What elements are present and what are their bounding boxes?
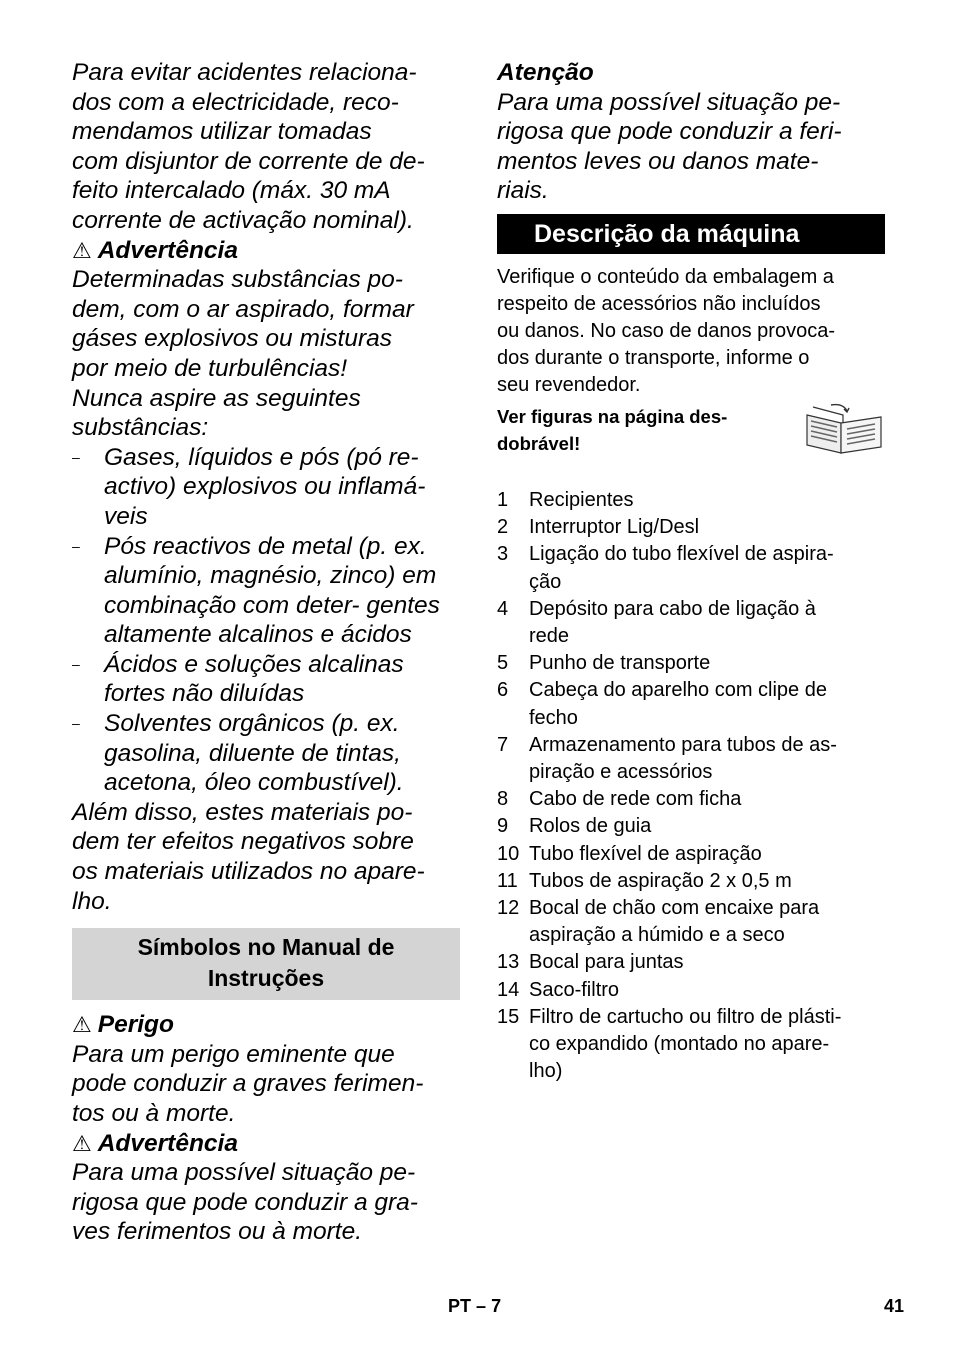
part-number: 2 <box>497 516 509 539</box>
list-item <box>72 443 460 532</box>
list-item <box>497 677 885 731</box>
footer-separator: – <box>476 1296 487 1316</box>
part-number: 14 <box>497 978 520 1001</box>
warning-line: ves ferimentos ou à morte. <box>72 1218 363 1246</box>
dash-marker: – <box>72 655 80 672</box>
list-item <box>497 786 885 813</box>
intro-line: seu revendedor. <box>497 373 641 396</box>
see-figures-line: Ver figuras na página des- <box>497 405 728 427</box>
list-item-text: Pós reactivos de metal (p. ex. alumínio, magnésio, zinco) em combinação com deter- gentes altamente alcalinos e ácidos <box>104 532 440 649</box>
additional-note <box>72 798 460 916</box>
list-item <box>497 841 885 868</box>
part-text: Tubo flexível de aspiração <box>529 842 762 865</box>
warning-triangle-icon: ⚠ <box>72 1012 92 1038</box>
part-text: Cabo de rede com ficha <box>529 788 742 811</box>
part-text: Ligação do tubo flexível de aspira- <box>529 543 834 566</box>
intro-line: mendamos utilizar tomadas <box>72 118 372 146</box>
part-text: lho) <box>529 1060 563 1083</box>
list-item <box>497 895 885 949</box>
list-item <box>497 514 885 541</box>
list-item <box>72 650 460 709</box>
footer-lang: PT <box>448 1296 472 1316</box>
intro-line: feito intercalado (máx. 30 mA <box>72 177 391 205</box>
danger-text <box>72 1040 460 1129</box>
list-item-text: Ácidos e soluções alcalinas fortes não diluídas <box>104 650 404 708</box>
footer-section-label <box>448 1296 501 1317</box>
note-line: dem ter efeitos negativos sobre <box>72 828 414 856</box>
part-text: Armazenamento para tubos de as- <box>529 733 837 756</box>
warning-heading <box>72 1129 460 1159</box>
intro-line: respeito de acessórios não incluídos <box>497 292 821 315</box>
foldout-book-icon <box>803 403 885 455</box>
part-number: 6 <box>497 679 509 702</box>
danger-line: Para um perigo eminente que <box>72 1040 395 1068</box>
list-item <box>497 541 885 595</box>
danger-heading <box>72 1010 460 1040</box>
list-item <box>497 732 885 786</box>
list-item <box>497 650 885 677</box>
list-item <box>497 487 885 514</box>
list-item <box>497 977 885 1004</box>
intro-line: dos com a electricidade, reco- <box>72 88 399 116</box>
symbols-section-heading <box>72 928 460 1000</box>
danger-title: Perigo <box>97 1011 174 1039</box>
attention-line: Para uma possível situação pe- <box>497 88 841 116</box>
intro-line: Para evitar acidentes relaciona- <box>72 59 417 86</box>
heading-line: Símbolos no Manual de <box>137 934 395 961</box>
warning-triangle-icon: ⚠ <box>72 237 92 263</box>
electric-safety-intro <box>72 58 460 236</box>
list-item-text: Solventes orgânicos (p. ex. gasolina, diluente de tintas, acetona, óleo combustível). <box>104 710 404 797</box>
warning-line: dem, com o ar aspirado, formar <box>72 295 414 323</box>
danger-line: pode conduzir a graves ferimen- <box>72 1070 424 1098</box>
intro-line: ou danos. No caso de danos provoca- <box>497 319 835 342</box>
intro-line: corrente de activação nominal). <box>72 206 414 234</box>
part-number: 3 <box>497 543 509 566</box>
left-column <box>72 58 460 1247</box>
warning-line: gáses explosivos ou misturas <box>72 325 393 353</box>
page-number: 41 <box>884 1296 905 1316</box>
part-number: 12 <box>497 897 520 920</box>
see-figures-line: dobrável! <box>497 432 581 454</box>
warning-line: Determinadas substâncias po- <box>72 266 403 294</box>
list-item <box>497 868 885 895</box>
danger-line: tos ou à morte. <box>72 1100 236 1127</box>
warning-triangle-icon: ⚠ <box>72 1130 92 1156</box>
list-item <box>497 949 885 976</box>
intro-line: Verifique o conteúdo da embalagem a <box>497 265 834 288</box>
part-text: fecho <box>529 706 578 729</box>
warning-line: substâncias: <box>72 414 209 442</box>
see-figures-note <box>497 403 885 459</box>
warning-title: Advertência <box>97 236 238 264</box>
attention-line: mentos leves ou danos mate- <box>497 147 819 175</box>
machine-description-heading: Descrição da máquina <box>497 214 885 254</box>
part-text: Bocal de chão com encaixe para <box>529 897 820 920</box>
part-text: co expandido (montado no apare- <box>529 1033 830 1056</box>
part-number: 15 <box>497 1005 520 1028</box>
part-number: 1 <box>497 488 509 511</box>
attention-line: riais. <box>497 177 549 205</box>
part-text: ção <box>529 570 562 593</box>
list-item <box>497 1004 885 1086</box>
attention-title: Atenção <box>497 59 594 86</box>
part-text: aspiração a húmido e a seco <box>529 924 785 947</box>
part-text: Saco-filtro <box>529 978 620 1001</box>
part-number: 8 <box>497 788 509 811</box>
warning-heading <box>72 236 460 266</box>
parts-list <box>497 487 885 1085</box>
intro-line: dos durante o transporte, informe o <box>497 346 810 369</box>
part-text: rede <box>529 624 570 647</box>
warning-line: Nunca aspire as seguintes <box>72 384 361 412</box>
dash-marker: – <box>72 448 80 465</box>
part-text: Filtro de cartucho ou filtro de plásti- <box>529 1005 842 1028</box>
part-number: 9 <box>497 815 509 838</box>
warning-line: rigosa que pode conduzir a gra- <box>72 1188 418 1216</box>
attention-text <box>497 88 885 206</box>
dash-marker: – <box>72 537 80 554</box>
right-column <box>497 58 885 1085</box>
part-text: Punho de transporte <box>529 652 711 675</box>
dash-marker: – <box>72 715 80 732</box>
part-number: 13 <box>497 951 520 974</box>
list-item <box>72 532 460 650</box>
warning-text <box>72 265 460 443</box>
part-text: Rolos de guia <box>529 815 652 838</box>
intro-line: com disjuntor de corrente de de- <box>72 147 425 175</box>
part-text: Recipientes <box>529 488 634 511</box>
warning-line: Para uma possível situação pe- <box>72 1159 416 1187</box>
part-number: 4 <box>497 597 509 620</box>
note-line: os materiais utilizados no apare- <box>72 858 425 886</box>
part-text: Interruptor Lig/Desl <box>529 516 700 539</box>
list-item-text: Gases, líquidos e pós (pó re- activo) explosivos ou inflamá- veis <box>104 443 426 530</box>
part-number: 5 <box>497 652 509 675</box>
part-text: Cabeça do aparelho com clipe de <box>529 679 827 702</box>
note-line: Além disso, estes materiais po- <box>72 798 413 826</box>
list-item <box>72 709 460 798</box>
list-item <box>497 596 885 650</box>
part-text: Bocal para juntas <box>529 951 684 974</box>
warning-title: Advertência <box>97 1129 238 1157</box>
part-number: 10 <box>497 842 520 865</box>
description-intro <box>497 264 885 399</box>
part-text: piração e acessórios <box>529 761 713 783</box>
footer-section-page: 7 <box>491 1296 502 1316</box>
warning-line: por meio de turbulências! <box>72 354 348 382</box>
substances-list <box>72 443 460 798</box>
attention-line: rigosa que pode conduzir a feri- <box>497 118 842 146</box>
part-number: 11 <box>497 869 518 892</box>
part-number: 7 <box>497 733 509 756</box>
list-item <box>497 813 885 840</box>
part-text: Tubos de aspiração 2 x 0,5 m <box>529 869 792 892</box>
note-line: lho. <box>72 887 112 915</box>
part-text: Depósito para cabo de ligação à <box>529 597 816 620</box>
warning-text <box>72 1158 460 1247</box>
heading-line: Instruções <box>207 965 325 992</box>
